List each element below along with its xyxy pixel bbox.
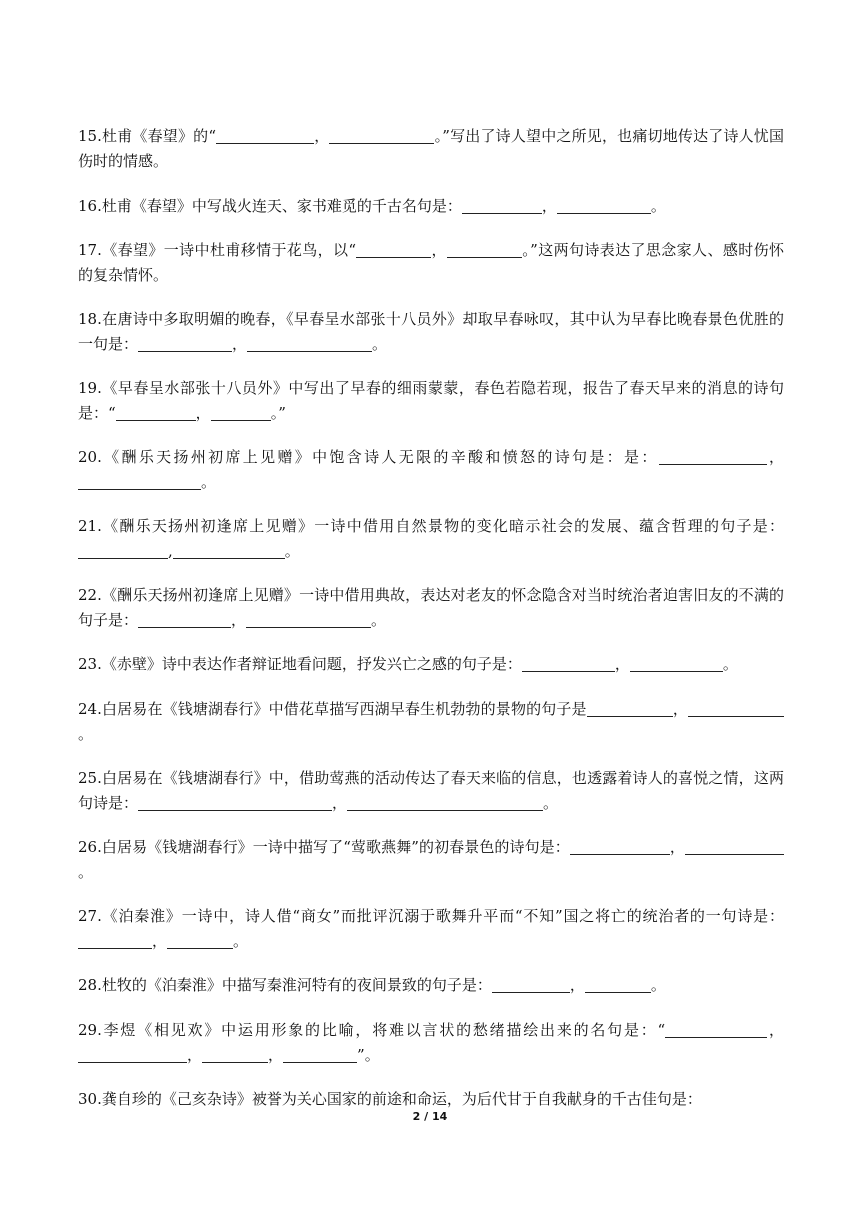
question-q20 bbox=[78, 445, 784, 495]
question-text: 16.杜甫《春望》中写战火连天、家书难觅的千古名句是： bbox=[78, 197, 462, 215]
question-q25 bbox=[78, 766, 784, 816]
answer-blank[interactable] bbox=[688, 700, 784, 717]
answer-blank[interactable] bbox=[283, 1046, 357, 1063]
question-text: 24.白居易在《钱塘湖春行》中借花草描写西湖早春生机勃勃的景物的句子是 bbox=[78, 700, 587, 718]
answer-blank[interactable] bbox=[167, 932, 233, 949]
question-text: , bbox=[168, 542, 173, 560]
question-q30 bbox=[78, 1087, 784, 1112]
question-text: 。 bbox=[650, 197, 666, 215]
question-text: 18.在唐诗中多取明媚的晚春，《早春呈水部张十八员外》却取早春咏叹，其中认为早春比晚春景色优胜的一句是： bbox=[78, 310, 784, 353]
question-text: ， bbox=[268, 1046, 284, 1064]
question-q19 bbox=[78, 376, 784, 426]
question-text: 。”这两句诗表达了思念家人、感时伤怀的复杂情怀。 bbox=[78, 241, 784, 284]
question-text: 。 bbox=[372, 335, 388, 353]
answer-blank[interactable] bbox=[329, 127, 434, 144]
answer-blank[interactable] bbox=[492, 976, 570, 993]
answer-blank[interactable] bbox=[685, 838, 784, 855]
answer-blank[interactable] bbox=[585, 976, 651, 993]
answer-blank[interactable] bbox=[587, 700, 673, 717]
question-q18 bbox=[78, 307, 784, 357]
question-text: 。 bbox=[233, 932, 249, 950]
question-text: ， bbox=[614, 655, 630, 673]
page-number: 2 / 14 bbox=[412, 1110, 448, 1123]
question-q27 bbox=[78, 904, 784, 954]
answer-blank[interactable] bbox=[247, 335, 372, 352]
question-q22 bbox=[78, 583, 784, 633]
question-q23 bbox=[78, 652, 784, 677]
question-text: 21.《酬乐天扬州初逢席上见赠》一诗中借用自然景物的变化暗示社会的发展、蕴含哲理的句子是： bbox=[78, 517, 784, 535]
answer-blank[interactable] bbox=[202, 1046, 268, 1063]
question-text: 。”写出了诗人望中之所见，也痛切地传达了诗人忧国伤时的情感。 bbox=[78, 127, 784, 170]
answer-blank[interactable] bbox=[138, 335, 232, 352]
question-text: 22.《酬乐天扬州初逢席上见赠》一诗中借用典故，表达对老友的怀念隐含对当时统治者迫害旧友的不满的句子是： bbox=[78, 586, 784, 629]
answer-blank[interactable] bbox=[630, 655, 723, 672]
question-q17 bbox=[78, 238, 784, 288]
question-q15 bbox=[78, 124, 784, 174]
question-text: 19.《早春呈水部张十八员外》中写出了早春的细雨蒙蒙，春色若隐若现，报告了春天早来的消息的诗句是：“ bbox=[78, 379, 784, 422]
question-text: ， bbox=[541, 197, 557, 215]
question-text: 28.杜牧的《泊秦淮》中描写秦淮河特有的夜间景致的句子是： bbox=[78, 976, 492, 994]
question-text: 。 bbox=[284, 542, 300, 560]
answer-blank[interactable] bbox=[211, 404, 271, 421]
question-text: ”。 bbox=[357, 1046, 380, 1064]
answer-blank[interactable] bbox=[659, 448, 767, 465]
question-text: 27.《泊秦淮》一诗中，诗人借“商女”而批评沉溺于歌舞升平而“不知”国之将亡的统治者的一句诗是： bbox=[78, 907, 784, 925]
answer-blank[interactable] bbox=[138, 611, 231, 628]
question-text: ， bbox=[232, 335, 248, 353]
question-text: ， bbox=[431, 241, 447, 259]
question-q16 bbox=[78, 194, 784, 219]
answer-blank[interactable] bbox=[356, 241, 431, 258]
question-text: ， bbox=[569, 976, 585, 994]
question-text: 。 bbox=[78, 725, 94, 743]
answer-blank[interactable] bbox=[347, 794, 543, 811]
question-text: 。 bbox=[722, 655, 738, 673]
answer-blank[interactable] bbox=[116, 404, 196, 421]
answer-blank[interactable] bbox=[78, 1046, 187, 1063]
question-text: ， bbox=[314, 127, 330, 145]
question-text: 15.杜甫《春望》的“ bbox=[78, 127, 217, 145]
answer-blank[interactable] bbox=[78, 542, 168, 559]
question-text: ， bbox=[767, 1021, 784, 1039]
answer-blank[interactable] bbox=[522, 655, 615, 672]
question-text: 。” bbox=[270, 404, 286, 422]
answer-blank[interactable] bbox=[462, 197, 542, 214]
question-text: ， bbox=[669, 838, 685, 856]
question-q28 bbox=[78, 973, 784, 998]
question-text: 25.白居易在《钱塘湖春行》中，借助莺燕的活动传达了春天来临的信息，也透露着诗人的喜悦之情，这两句诗是： bbox=[78, 769, 784, 812]
answer-blank[interactable] bbox=[78, 473, 201, 490]
question-text: 17.《春望》一诗中杜甫移情于花鸟，以“ bbox=[78, 241, 357, 259]
question-text: ， bbox=[231, 611, 247, 629]
question-text: ， bbox=[195, 404, 211, 422]
question-text: 29.李煜《相见欢》中运用形象的比喻，将难以言状的愁绪描绘出来的名句是：“ bbox=[78, 1021, 666, 1039]
answer-blank[interactable] bbox=[665, 1021, 767, 1038]
answer-blank[interactable] bbox=[216, 127, 314, 144]
question-text: 26.白居易《钱塘湖春行》一诗中描写了“莺歌燕舞”的初春景色的诗句是： bbox=[78, 838, 570, 856]
question-q24 bbox=[78, 697, 784, 747]
answer-blank[interactable] bbox=[570, 838, 670, 855]
answer-blank[interactable] bbox=[78, 932, 152, 949]
answer-blank[interactable] bbox=[557, 197, 651, 214]
question-q26 bbox=[78, 835, 784, 885]
question-q29 bbox=[78, 1018, 784, 1068]
question-text: 。 bbox=[371, 611, 387, 629]
answer-blank[interactable] bbox=[246, 611, 371, 628]
question-text: 。 bbox=[201, 473, 217, 491]
question-text: 23.《赤壁》诗中表达作者辩证地看问题，抒发兴亡之感的句子是： bbox=[78, 655, 522, 673]
question-text: ， bbox=[187, 1046, 203, 1064]
answer-blank[interactable] bbox=[138, 794, 332, 811]
question-text: ， bbox=[332, 794, 348, 812]
question-text: 。 bbox=[650, 976, 666, 994]
question-text: ， bbox=[766, 448, 784, 466]
answer-blank[interactable] bbox=[173, 542, 285, 559]
answer-blank[interactable] bbox=[447, 241, 522, 258]
question-text: 。 bbox=[543, 794, 559, 812]
question-q21 bbox=[78, 514, 784, 564]
question-text: 30.龚自珍的《己亥杂诗》被誉为关心国家的前途和命运，为后代甘于自我献身的千古佳句是： bbox=[78, 1090, 702, 1108]
question-text: 20.《酬乐天扬州初席上见赠》中饱含诗人无限的辛酸和愤怒的诗句是：是： bbox=[78, 448, 659, 466]
question-text: ， bbox=[672, 700, 688, 718]
question-text: ， bbox=[152, 932, 168, 950]
question-text: 。 bbox=[78, 863, 94, 881]
